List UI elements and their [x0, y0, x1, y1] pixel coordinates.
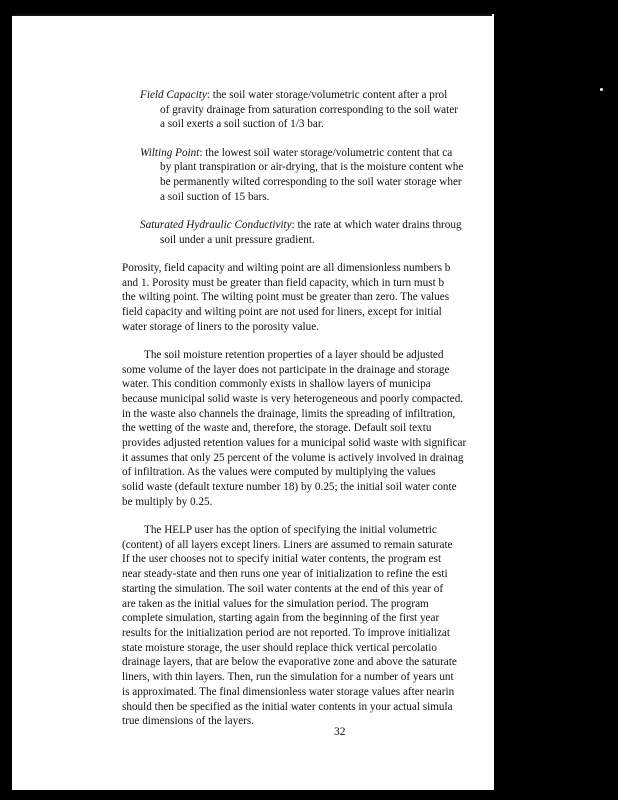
paragraph-line: is approximated. The final dimensionless water storage values after nearin	[122, 685, 455, 698]
definition-text-line: a soil suction of 15 bars.	[160, 190, 270, 203]
paragraph-line: some volume of the layer does not participate in the drainage and storage	[122, 363, 450, 376]
paragraph-line: the wetting of the waste and, therefore, the storage. Default soil textu	[122, 422, 432, 435]
definition-text-line: : the lowest soil water storage/volumetric content that ca	[199, 146, 453, 159]
scan-artifact	[600, 88, 603, 91]
paragraph-line: water. This condition commonly exists in shallow layers of municipa	[122, 378, 431, 391]
paragraph-line: true dimensions of the layers.	[122, 715, 255, 728]
paragraph-line: near steady-state and then runs one year of initialization to refine the esti	[122, 568, 448, 581]
scan-border-right	[494, 0, 618, 800]
definition-text-line: by plant transpiration or air-drying, that is the moisture content whe	[160, 161, 464, 174]
paragraph-porosity	[122, 261, 494, 335]
paragraph-line: state moisture storage, the user should replace thick vertical percolatio	[122, 641, 437, 654]
paragraph-line: and 1. Porosity must be greater than field capacity, which in turn must b	[122, 276, 445, 289]
definition-wilting-point	[140, 146, 494, 205]
definition-text-line: : the rate at which water drains throug	[291, 218, 462, 231]
paragraph-line: The HELP user has the option of specifying the initial volumetric	[144, 524, 437, 537]
paragraph-line: in the waste also channels the drainage, limits the spreading of infiltration,	[122, 407, 456, 420]
definition-term: Saturated Hydraulic Conductivity	[140, 218, 292, 231]
paragraph-line: drainage layers, that are below the evaporative zone and above the saturate	[122, 656, 457, 669]
paragraph-line: Porosity, field capacity and wilting point are all dimensionless numbers b	[122, 261, 451, 274]
paragraph-line: be multiply by 0.25.	[122, 495, 213, 508]
paragraph-line: complete simulation, starting again from the beginning of the first year	[122, 612, 440, 625]
definition-text-line: : the soil water storage/volumetric content after a prol	[206, 89, 448, 101]
page-number: 32	[334, 726, 346, 738]
paragraph-line: provides adjusted retention values for a municipal solid waste with significar	[122, 437, 467, 450]
paragraph-line: are taken as the initial values for the simulation period. The program	[122, 597, 429, 610]
paragraph-help-initial-content	[122, 523, 494, 728]
paragraph-line: it assumes that only 25 percent of the volume is actively involved in drainag	[122, 451, 464, 464]
paragraph-line: If the user chooses not to specify initial water contents, the program est	[122, 553, 442, 566]
definition-text-line: a soil exerts a soil suction of 1/3 bar.	[160, 118, 324, 131]
paragraph-line: the wilting point. The wilting point must be greater than zero. The values	[122, 291, 450, 304]
definition-field-capacity	[140, 88, 494, 132]
paragraph-line: water storage of liners to the porosity value.	[122, 320, 319, 333]
page-body	[122, 88, 494, 728]
paragraph-line: starting the simulation. The soil water contents at the end of this year of	[122, 582, 444, 595]
definition-term: Wilting Point	[140, 146, 200, 159]
scan-top-rule	[12, 14, 492, 16]
paragraph-line: The soil moisture retention properties of a layer should be adjusted	[144, 348, 444, 361]
definition-text-line: be permanently wilted corresponding to the soil water storage wher	[160, 176, 462, 189]
paragraph-line: (content) of all layers except liners. Liners are assumed to remain saturate	[122, 538, 453, 551]
scan-border-left	[0, 0, 12, 800]
paragraph-line: field capacity and wilting point are not used for liners, except for initial	[122, 305, 442, 318]
definition-text-line: of gravity drainage from saturation corresponding to the soil water	[160, 103, 458, 116]
paragraph-line: liners, with thin layers. Then, run the simulation for a number of years unt	[122, 671, 454, 684]
definition-saturated-hydraulic-conductivity	[140, 218, 494, 247]
paragraph-moisture-retention	[122, 348, 494, 510]
paragraph-line: should then be specified as the initial water contents in your actual simula	[122, 700, 453, 713]
definition-term: Field Capacity	[140, 89, 207, 101]
definition-text-line: soil under a unit pressure gradient.	[160, 233, 315, 246]
paragraph-line: because municipal solid waste is very heterogeneous and poorly compacted.	[122, 392, 464, 405]
paragraph-line: solid waste (default texture number 18) by 0.25; the initial soil water conte	[122, 481, 457, 494]
paragraph-line: of infiltration. As the values were computed by multiplying the values	[122, 466, 436, 479]
paragraph-line: results for the initialization period are not reported. To improve initializat	[122, 627, 451, 639]
